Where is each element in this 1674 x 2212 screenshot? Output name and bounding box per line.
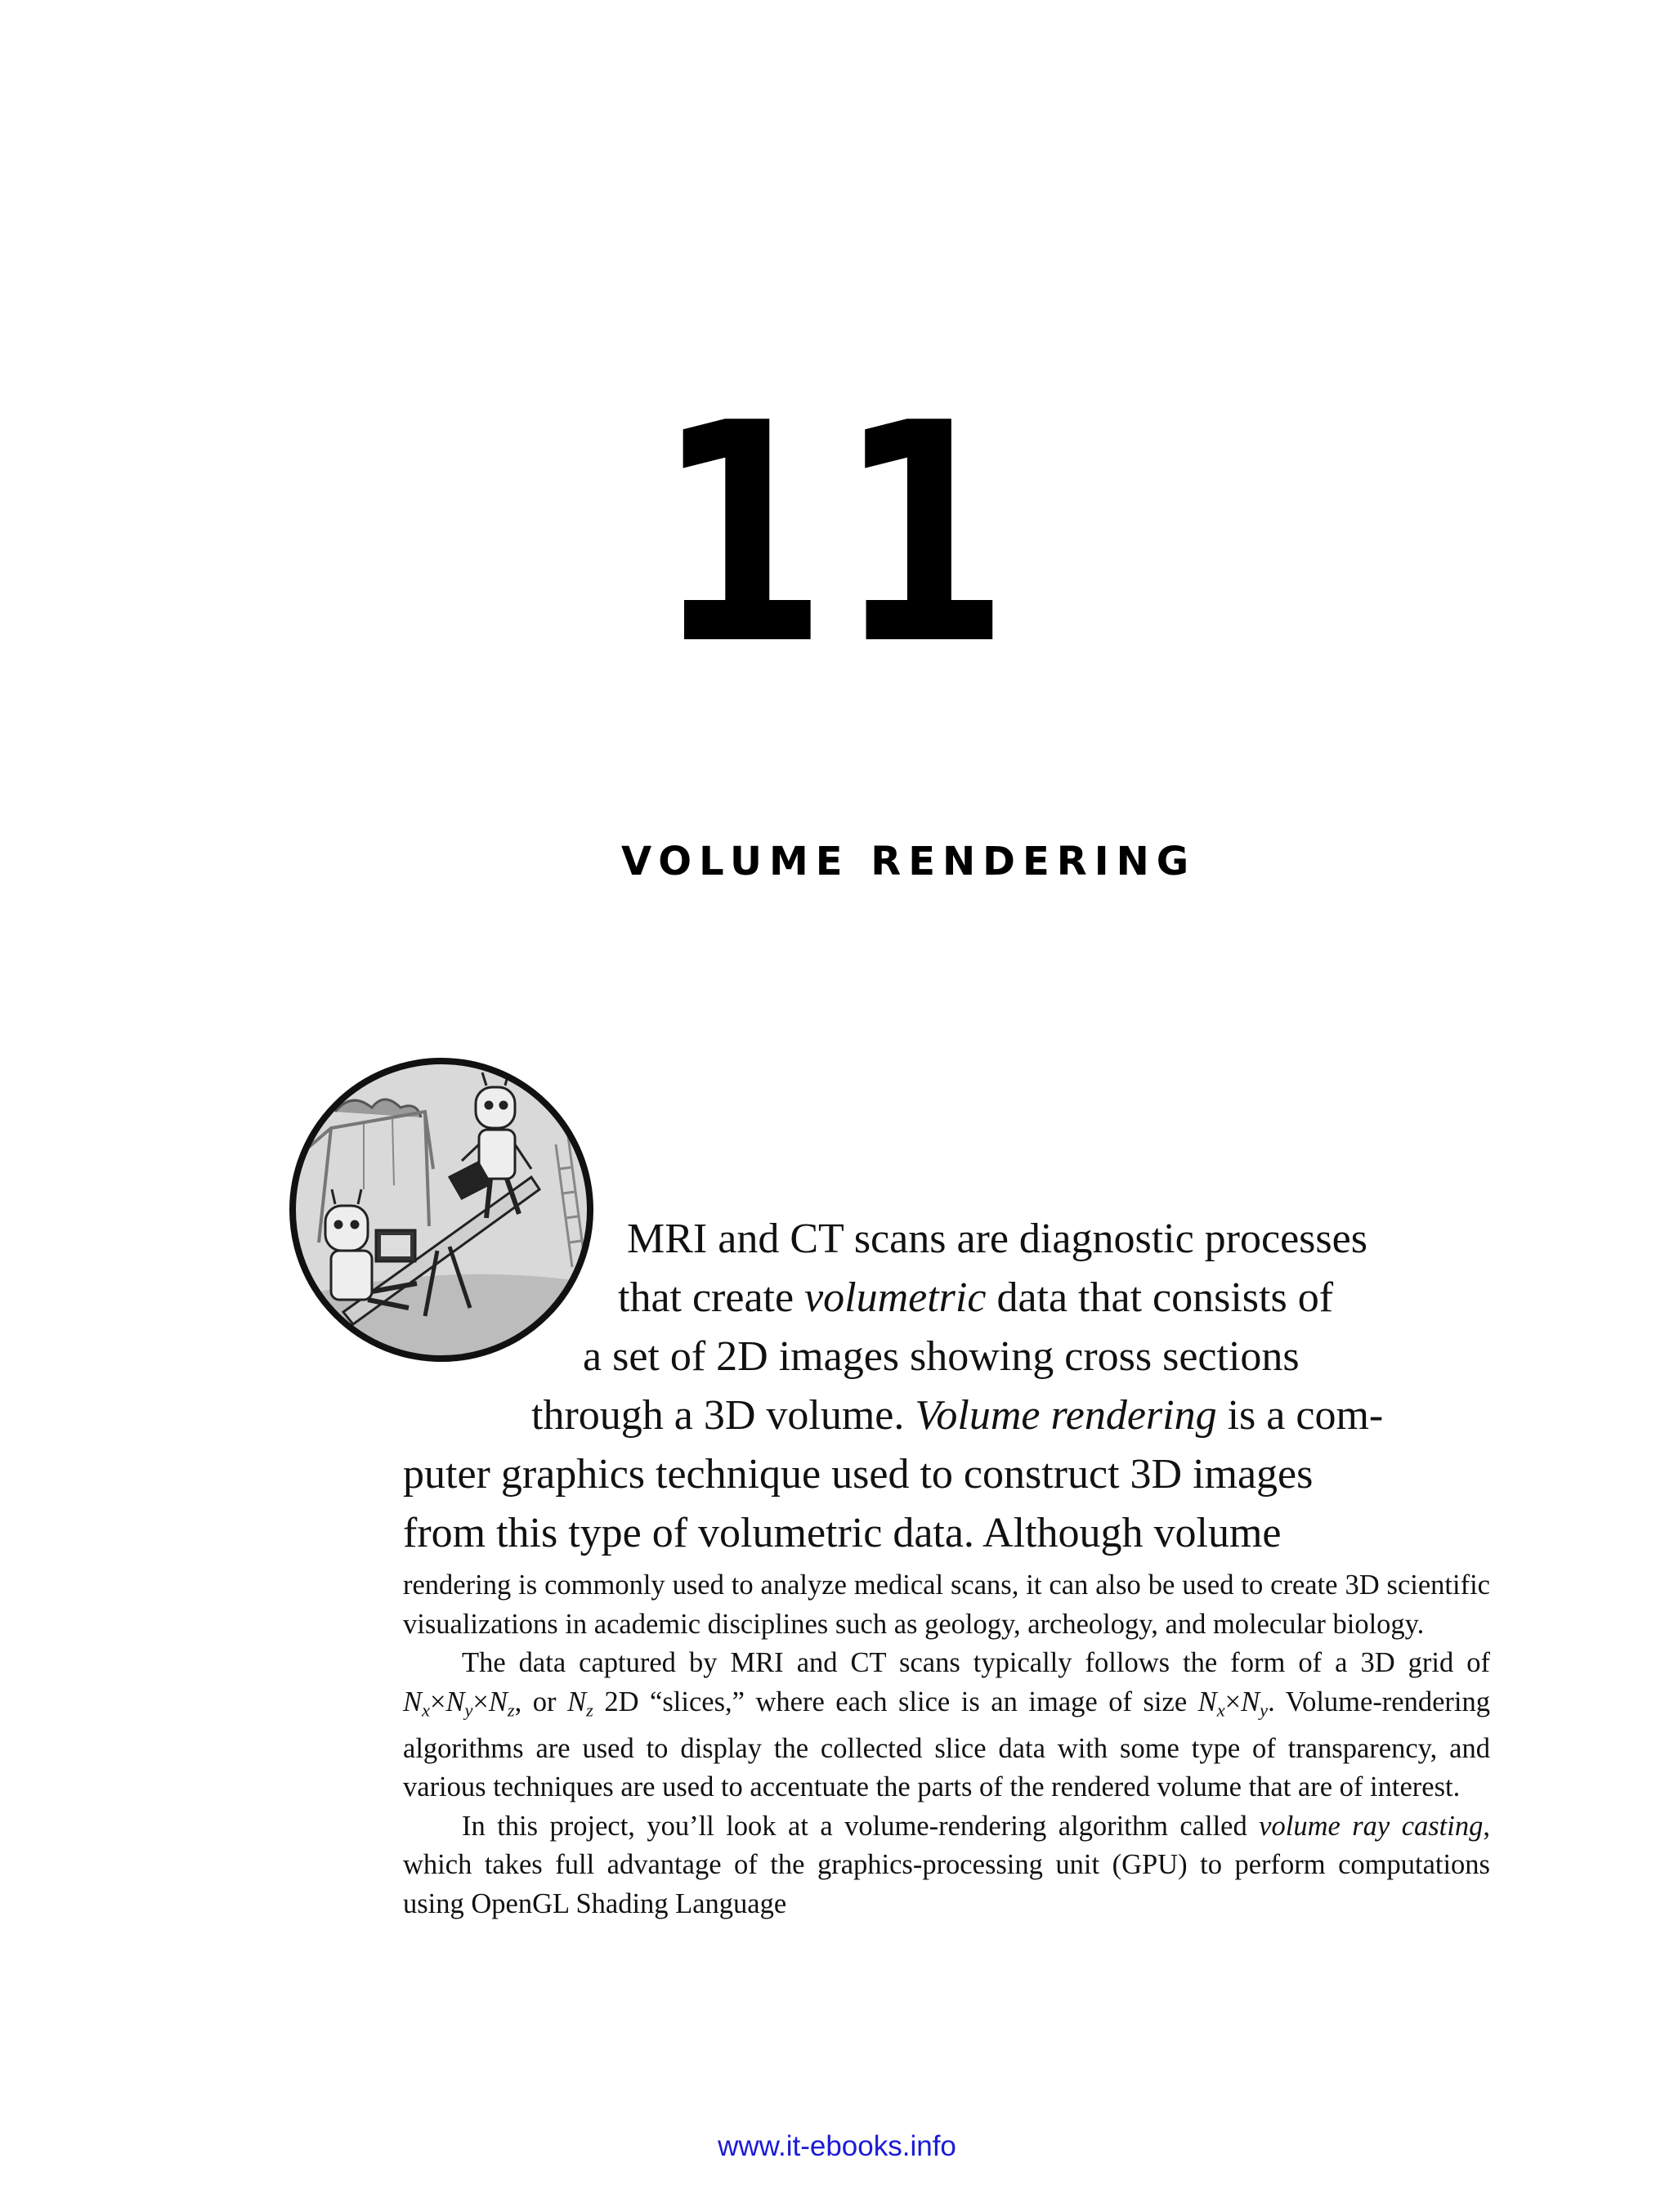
math-Nx-2: $N_x$ [1197, 1686, 1225, 1721]
footer-link[interactable]: www.it-ebooks.info [718, 2130, 956, 2162]
paragraph-2-text-c: 2D “slices,” where each slice is an image of size [593, 1686, 1198, 1717]
math-times: × [1224, 1686, 1242, 1717]
intro-line-3 [583, 1328, 1300, 1386]
paragraph-2-text-d: . Volume-rendering algorithms are used to display the collected slice data with some type of transparency, and various techniques are used to accentuate the parts of the rendered volume that are of interest. [403, 1686, 1490, 1803]
chapter-number: 11 [655, 360, 1019, 711]
intro-line-4-post: is a com- [1216, 1392, 1384, 1439]
intro-line-6 [403, 1504, 1281, 1563]
chapter-title: VOLUME RENDERING [621, 839, 1197, 884]
intro-line-2-pre: that create [618, 1274, 805, 1321]
intro-line-4-pre: through a 3D volume. [531, 1392, 915, 1439]
intro-term-volumetric: volumetric [804, 1274, 987, 1321]
term-volume-ray-casting: volume ray casting [1259, 1810, 1484, 1842]
intro-line-1-text: MRI and CT scans are diagnostic processes [627, 1216, 1367, 1262]
intro-line-3-text: a set of 2D images showing cross sections [583, 1333, 1300, 1380]
math-Nz: $N_z$ [488, 1686, 515, 1721]
intro-line-1 [627, 1210, 1367, 1269]
paragraph-2-text-a: The data captured by MRI and CT scans typically follows the form of a 3D grid of [462, 1647, 1490, 1678]
intro-line-2 [618, 1269, 1333, 1328]
math-Ny: $N_y$ [445, 1686, 473, 1721]
intro-line-4 [531, 1386, 1383, 1445]
body-text [403, 1566, 1490, 1923]
paragraph-2-text-b: , or [514, 1686, 568, 1717]
paragraph-2 [403, 1644, 1490, 1807]
intro-line-5-text: puter graphics technique used to construct 3D images [403, 1451, 1314, 1498]
paragraph-1: rendering is commonly used to analyze medical scans, it can also be used to create 3D scientific visualizations in academic disciplines such as geology, archeology, and molecular biology. [403, 1569, 1490, 1640]
math-Nz-2: $N_z$ [567, 1686, 593, 1721]
math-times: × [429, 1686, 446, 1717]
intro-line-6-text: from this type of volumetric data. Although volume [403, 1510, 1282, 1556]
math-Nx: $N_x$ [403, 1686, 430, 1721]
math-times: × [472, 1686, 489, 1717]
math-Ny-2: $N_y$ [1241, 1686, 1269, 1721]
intro-line-2-post: data that consists of [986, 1274, 1334, 1321]
intro-line-5 [403, 1445, 1313, 1504]
paragraph-3 [403, 1807, 1490, 1924]
robots-on-seesaw-illustration [286, 1055, 597, 1365]
paragraph-3-text-a: In this project, you’ll look at a volume-rendering algorithm called [462, 1810, 1260, 1842]
intro-term-volume-rendering: Volume rendering [915, 1392, 1217, 1439]
paragraph-3-text-b: , which takes full advantage of the graphics-processing unit (GPU) to perform computations using OpenGL Shading Language [403, 1810, 1490, 1919]
